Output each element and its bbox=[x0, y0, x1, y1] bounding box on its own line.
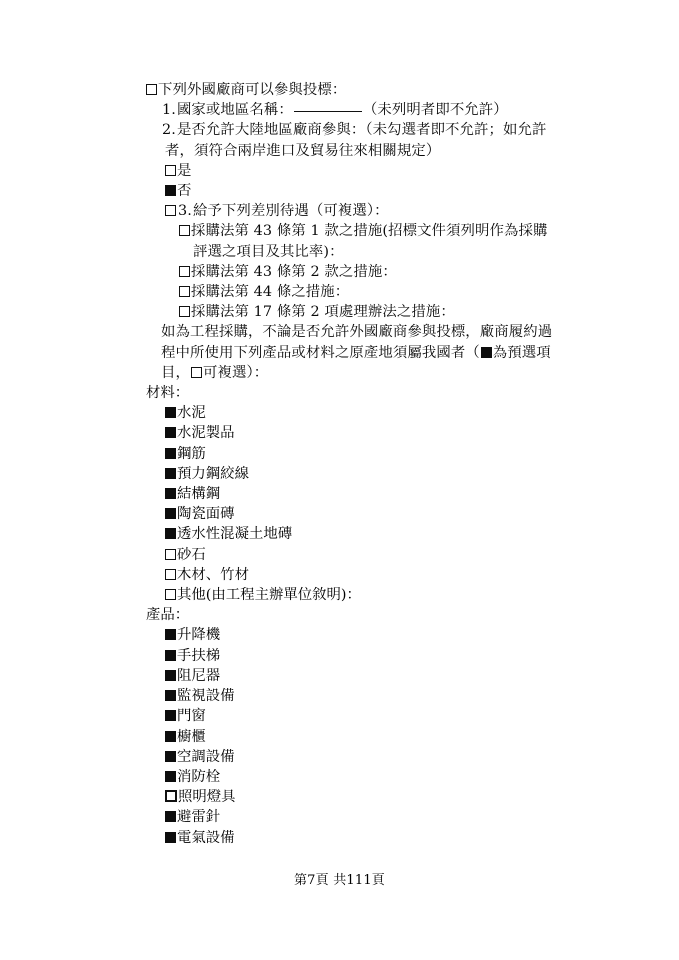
product-item-surveillance-equipment-label: 監視設備 bbox=[177, 688, 235, 705]
product-item-lightning-rod-checkbox[interactable] bbox=[165, 811, 176, 822]
foreign-vendor-item-2-continued bbox=[165, 141, 614, 161]
product-item-lighting-fixtures-label: 照明燈具 bbox=[178, 789, 236, 806]
material-item-prestressed-strand-label: 預力鋼絞線 bbox=[177, 465, 249, 482]
foreign-vendor-item-2 bbox=[161, 120, 614, 140]
product-item-hvac-equipment-checkbox[interactable] bbox=[165, 751, 176, 762]
item-3-label: 給予下列差別待遇（可複選）： bbox=[192, 203, 389, 220]
material-item-cement-checkbox[interactable] bbox=[165, 407, 176, 418]
mainland-option-yes-checkbox[interactable] bbox=[165, 165, 176, 176]
product-item-doors-windows-checkbox[interactable] bbox=[165, 710, 176, 721]
product-item-elevator bbox=[165, 625, 614, 645]
product-item-lighting-fixtures bbox=[165, 787, 614, 807]
product-item-escalator bbox=[165, 646, 614, 666]
material-item-cement-products-label: 水泥製品 bbox=[177, 425, 235, 442]
item-3-checkbox[interactable] bbox=[165, 205, 176, 216]
material-item-cement-products bbox=[165, 423, 614, 443]
materials-heading: 材料： bbox=[146, 385, 190, 402]
material-item-structural-steel bbox=[165, 484, 614, 504]
differential-measure-1 bbox=[179, 221, 614, 241]
differential-measure-3-label: 採購法第 44 條之措施： bbox=[191, 284, 350, 301]
document-body bbox=[146, 80, 614, 848]
product-item-surveillance-equipment-checkbox[interactable] bbox=[165, 690, 176, 701]
mainland-option-no-label: 否 bbox=[177, 183, 192, 200]
material-item-timber-bamboo bbox=[165, 565, 614, 585]
mainland-option-yes-label: 是 bbox=[177, 162, 192, 179]
product-item-lighting-fixtures-checkbox[interactable] bbox=[165, 790, 177, 802]
mainland-option-no bbox=[165, 181, 614, 201]
material-item-prestressed-strand-checkbox[interactable] bbox=[165, 468, 176, 479]
material-item-rebar-label: 鋼筋 bbox=[177, 445, 206, 462]
product-item-surveillance-equipment bbox=[165, 686, 614, 706]
material-item-permeable-concrete-paver-label: 透水性混凝土地磚 bbox=[177, 526, 293, 543]
item-1-note: （未列明者即不允許） bbox=[362, 102, 508, 119]
product-item-elevator-checkbox[interactable] bbox=[165, 629, 176, 640]
item-2-number: 2. bbox=[162, 122, 176, 139]
material-item-rebar bbox=[165, 444, 614, 464]
product-item-cabinets-label: 櫥櫃 bbox=[177, 728, 206, 745]
product-item-damper-checkbox[interactable] bbox=[165, 670, 176, 681]
material-item-prestressed-strand bbox=[165, 464, 614, 484]
material-item-timber-bamboo-label: 木材、竹材 bbox=[177, 566, 249, 583]
country-name-input[interactable] bbox=[294, 111, 362, 112]
origin-requirement-text-2a: 程中所使用下列產品或材料之原產地須屬我國者（ bbox=[161, 344, 480, 361]
material-item-cement-label: 水泥 bbox=[177, 405, 206, 422]
product-item-electrical-equipment-checkbox[interactable] bbox=[165, 832, 176, 843]
item-1-number: 1. bbox=[162, 102, 176, 119]
origin-requirement-text-1: 如為工程採購，不論是否允許外國廠商參與投標，廠商履約過 bbox=[161, 324, 553, 341]
item-2-label: 是否允許大陸地區廠商參與：（未勾選者即不允許；如允許 bbox=[176, 122, 547, 139]
material-item-cement-products-checkbox[interactable] bbox=[165, 427, 176, 438]
material-item-timber-bamboo-checkbox[interactable] bbox=[165, 569, 176, 580]
product-item-elevator-label: 升降機 bbox=[177, 627, 221, 644]
product-item-fire-hydrant-label: 消防栓 bbox=[177, 768, 221, 785]
differential-measure-4-checkbox[interactable] bbox=[179, 306, 190, 317]
material-item-cement bbox=[165, 403, 614, 423]
product-item-fire-hydrant-checkbox[interactable] bbox=[165, 771, 176, 782]
item-1-label: 國家或地區名稱： bbox=[176, 102, 293, 119]
multi-select-marker-icon bbox=[191, 367, 202, 378]
material-item-gravel-checkbox[interactable] bbox=[165, 549, 176, 560]
material-item-structural-steel-checkbox[interactable] bbox=[165, 488, 176, 499]
differential-measure-4 bbox=[179, 302, 614, 322]
foreign-vendor-heading-checkbox[interactable] bbox=[146, 84, 157, 95]
differential-measure-1-label: 採購法第 43 條第 1 款之措施(招標文件須列明作為採購 bbox=[191, 223, 548, 240]
item-2-label-continued: 者，須符合兩岸進口及貿易往來相關規定） bbox=[165, 142, 441, 159]
material-item-structural-steel-label: 結構鋼 bbox=[177, 486, 221, 503]
differential-measure-2-checkbox[interactable] bbox=[179, 266, 190, 277]
origin-requirement-line-3 bbox=[161, 363, 614, 383]
differential-measure-3 bbox=[179, 282, 614, 302]
product-item-cabinets bbox=[165, 727, 614, 747]
material-item-ceramic-tile-checkbox[interactable] bbox=[165, 508, 176, 519]
product-item-doors-windows bbox=[165, 706, 614, 726]
material-item-gravel bbox=[165, 545, 614, 565]
mainland-option-yes bbox=[165, 161, 614, 181]
page-footer: 第7頁 共111頁 bbox=[293, 873, 386, 888]
product-item-hvac-equipment bbox=[165, 747, 614, 767]
product-item-cabinets-checkbox[interactable] bbox=[165, 731, 176, 742]
material-item-permeable-concrete-paver bbox=[165, 524, 614, 544]
products-heading: 產品： bbox=[146, 607, 190, 624]
product-item-lightning-rod bbox=[165, 807, 614, 827]
material-item-other-checkbox[interactable] bbox=[165, 589, 176, 600]
origin-requirement-text-3b: 可複選）： bbox=[202, 364, 269, 381]
material-item-ceramic-tile-label: 陶瓷面磚 bbox=[177, 506, 235, 523]
origin-requirement-text-3a: 目， bbox=[161, 364, 190, 381]
material-item-other bbox=[165, 585, 614, 605]
material-item-permeable-concrete-paver-checkbox[interactable] bbox=[165, 528, 176, 539]
product-item-damper-label: 阻尼器 bbox=[177, 667, 221, 684]
product-item-doors-windows-label: 門窗 bbox=[177, 708, 206, 725]
foreign-vendor-heading bbox=[146, 80, 614, 100]
preselected-marker-icon bbox=[481, 347, 492, 358]
product-item-lightning-rod-label: 避雷針 bbox=[177, 809, 221, 826]
material-item-rebar-checkbox[interactable] bbox=[165, 448, 176, 459]
differential-measure-2 bbox=[179, 262, 614, 282]
differential-measure-1-label-continued: 評選之項目及其比率)： bbox=[193, 243, 344, 260]
origin-requirement-line-2 bbox=[161, 343, 614, 363]
foreign-vendor-heading-text: 下列外國廠商可以參與投標： bbox=[158, 82, 347, 98]
item-3-number: 3. bbox=[178, 203, 192, 220]
material-item-other-label: 其他(由工程主辦單位敘明)： bbox=[177, 587, 361, 604]
product-item-electrical-equipment bbox=[165, 828, 614, 848]
differential-measure-1-checkbox[interactable] bbox=[179, 225, 190, 236]
product-item-damper bbox=[165, 666, 614, 686]
differential-measure-2-label: 採購法第 43 條第 2 款之措施： bbox=[191, 263, 397, 280]
product-item-hvac-equipment-label: 空調設備 bbox=[177, 748, 235, 765]
foreign-vendor-item-1 bbox=[161, 100, 614, 120]
origin-requirement-line-1 bbox=[161, 322, 614, 342]
product-item-escalator-checkbox[interactable] bbox=[165, 650, 176, 661]
differential-measure-3-checkbox[interactable] bbox=[179, 286, 190, 297]
origin-requirement-text-2b: 為預選項 bbox=[492, 344, 551, 361]
differential-measure-4-label: 採購法第 17 條第 2 項處理辦法之措施： bbox=[191, 304, 455, 321]
product-item-electrical-equipment-label: 電氣設備 bbox=[177, 829, 235, 846]
product-item-escalator-label: 手扶梯 bbox=[177, 647, 221, 664]
material-item-ceramic-tile bbox=[165, 504, 614, 524]
foreign-vendor-item-3 bbox=[165, 201, 614, 221]
material-item-gravel-label: 砂石 bbox=[177, 546, 206, 563]
differential-measure-1-continued bbox=[193, 242, 614, 262]
mainland-option-no-checkbox[interactable] bbox=[165, 185, 176, 196]
product-item-fire-hydrant bbox=[165, 767, 614, 787]
